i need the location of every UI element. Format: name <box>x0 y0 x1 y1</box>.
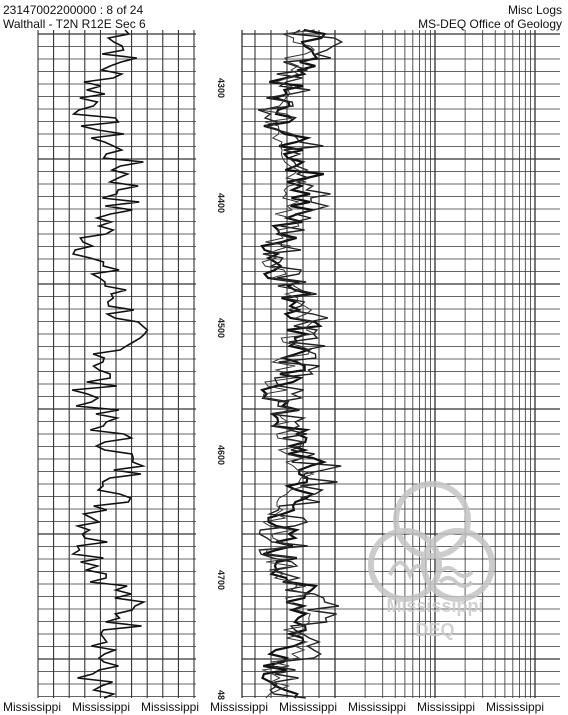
well-location-label: Walthall - T2N R12E Sec 6 <box>3 17 146 31</box>
depth-label-4700: 4700 <box>216 570 226 591</box>
footer-item: Mississippi <box>348 700 407 714</box>
depth-label-4500: 4500 <box>216 318 226 339</box>
footer-item: Mississippi <box>417 700 476 714</box>
footer-watermark-strip <box>0 699 568 715</box>
watermark-water-icon <box>440 568 472 586</box>
footer-item: Mississippi <box>3 700 62 714</box>
log-type-label: Misc Logs <box>507 3 562 17</box>
depth-label-4400: 4400 <box>216 193 226 214</box>
footer-item: Mississippi <box>72 700 131 714</box>
sp-curve <box>72 30 147 698</box>
watermark-line2: DEQ <box>415 620 455 640</box>
agency-label: MS-DEQ Office of Geology <box>418 17 562 31</box>
depth-label-4600: 4600 <box>216 445 226 466</box>
log-curves <box>72 30 342 698</box>
depth-label-48: 48 <box>216 690 226 700</box>
footer-item: Mississippi <box>486 700 545 714</box>
depth-track <box>216 78 226 700</box>
footer-item: Mississippi <box>279 700 338 714</box>
footer-item: Mississippi <box>141 700 200 714</box>
depth-label-4300: 4300 <box>216 78 226 99</box>
footer-item: Mississippi <box>210 700 269 714</box>
well-id-label: 23147002200000 : 8 of 24 <box>3 3 144 17</box>
deq-watermark <box>371 484 492 640</box>
resistivity-curve-shallow <box>261 30 316 698</box>
watermark-line1: Mississippi <box>386 596 484 616</box>
